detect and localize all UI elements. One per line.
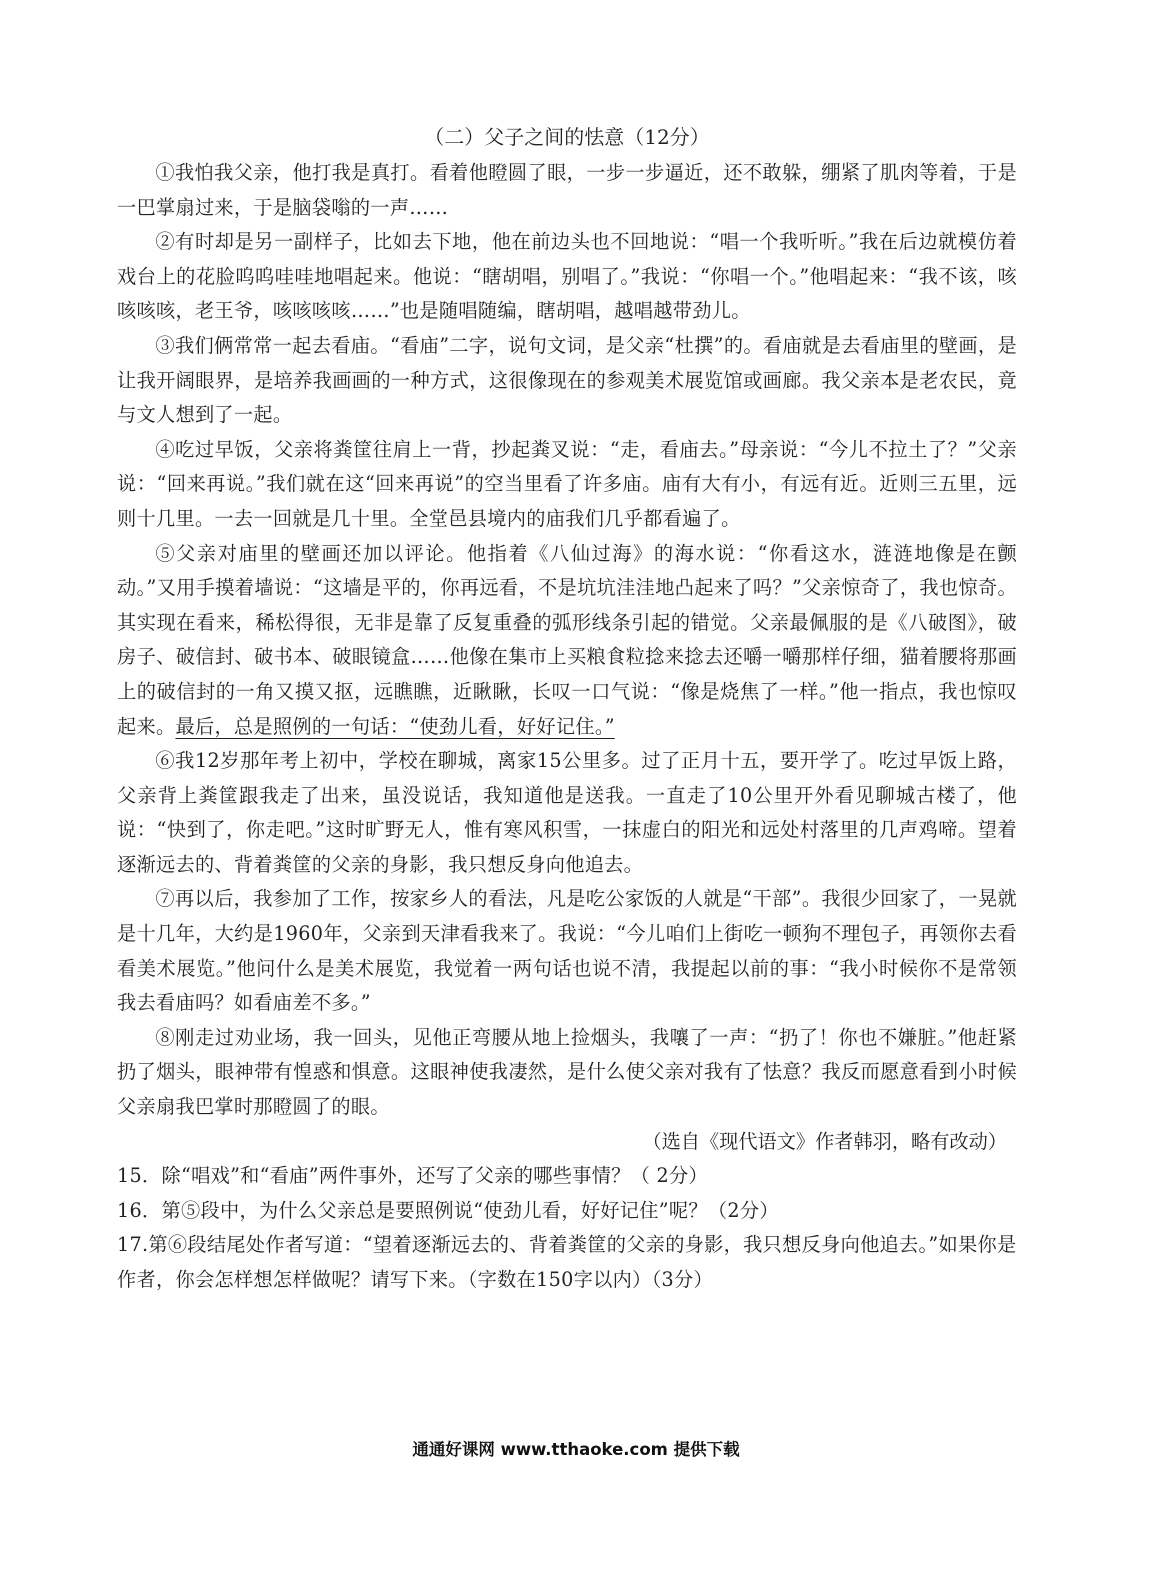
- underlined-sentence: 最后，总是照例的一句话：“使劲儿看，好好记住。”: [175, 714, 615, 738]
- paragraph-1: ①我怕我父亲，他打我是真打。看着他瞪圆了眼，一步一步逼近，还不敢躲，绷紧了肌肉等着，于是一巴掌扇过来，于是脑袋嗡的一声……: [117, 161, 1017, 219]
- question-17: 17.第⑥段结尾处作者写道：“望着逐渐远去的、背着粪筐的父亲的身影，我只想反身向他追去。”如果你是作者，你会怎样想怎样做呢？请写下来。（字数在150字以内）（3分）: [117, 1233, 1017, 1291]
- paragraph-6: ⑥我12岁那年考上初中，学校在聊城，离家15公里多。过了正月十五，要开学了。吃过早饭上路，父亲背上粪筐跟我走了出来，虽没说话，我知道他是送我。一直走了10公里开外看见聊城古楼了，他说：“快到了，你走吧。”这时旷野无人，惟有寒风积雪，一抹虚白的阳光和远处村落里的几声鸡啼。望着逐渐远去的、背着粪筐的父亲的身影，我只想反身向他追去。: [117, 749, 1017, 876]
- source-citation: （选自《现代语文》作者韩羽，略有改动）: [642, 1129, 1007, 1153]
- article: [117, 120, 1017, 1298]
- question-15: 15．除“唱戏”和“看庙”两件事外，还写了父亲的哪些事情？（ 2分）: [117, 1164, 709, 1188]
- paragraph-5: [117, 537, 1017, 745]
- footer-credit: 通通好课网 www.tthaoke.com 提供下载: [412, 1440, 740, 1459]
- paragraph-2: ②有时却是另一副样子，比如去下地，他在前边头也不回地说：“唱一个我听听。”我在后边就模仿着戏台上的花脸呜呜哇哇地唱起来。他说：“瞎胡唱，别唱了。”我说：“你唱一个。”他唱起来：“我不该，咳咳咳咳，老王爷，咳咳咳咳……”也是随唱随编，瞎胡唱，越唱越带劲儿。: [117, 230, 1017, 323]
- article-title: （二）父子之间的怯意（12分）: [424, 125, 710, 149]
- paragraph-4: ④吃过早饭，父亲将粪筐往肩上一背，抄起粪叉说：“走，看庙去。”母亲说：“今儿不拉土了？”父亲说：“回来再说。”我们就在这“回来再说”的空当里看了许多庙。庙有大有小，有远有近。近则三五里，远则十几里。一去一回就是几十里。全堂邑县境内的庙我们几乎都看遍了。: [117, 437, 1017, 530]
- paragraph-3: ③我们俩常常一起去看庙。“看庙”二字，说句文词，是父亲“杜撰”的。看庙就是去看庙里的壁画，是让我开阔眼界，是培养我画画的一种方式，这很像现在的参观美术展览馆或画廊。我父亲本是老农民，竟与文人想到了一起。: [117, 333, 1017, 427]
- paragraph-8: ⑧刚走过劝业场，我一回头，见他正弯腰从地上捡烟头，我嚷了一声：“扔了！你也不嫌脏。”他赶紧扔了烟头，眼神带有惶惑和惧意。这眼神使我凄然，是什么使父亲对我有了怯意？我反而愿意看到小时候父亲扇我巴掌时那瞪圆了的眼。: [117, 1025, 1017, 1119]
- paragraph-7: ⑦再以后，我参加了工作，按家乡人的看法，凡是吃公家饭的人就是“干部”。我很少回家了，一晃就是十几年，大约是1960年，父亲到天津看我来了。我说：“今儿咱们上街吃一顿狗不理包子，再领你去看看美术展览。”他问什么是美术展览，我觉着一两句话也说不清，我提起以前的事：“我小时候你不是常领我去看庙吗？如看庙差不多。”: [117, 887, 1017, 1015]
- question-16: 16．第⑤段中，为什么父亲总是要照例说“使劲儿看，好好记住”呢？（2分）: [117, 1198, 779, 1222]
- paragraph-5-main: ⑤父亲对庙里的壁画还加以评论。他指着《八仙过海》的海水说：“你看这水，涟涟地像是在颤动。”又用手摸着墙说：“这墙是平的，你再远看，不是坑坑洼洼地凸起来了吗？”父亲惊奇了，我也惊奇。其实现在看来，稀松得很，无非是靠了反复重叠的弧形线条引起的错觉。父亲最佩服的是《八破图》，破房子、破信封、破书本、破眼镜盒……他像在集市上买粮食粒捻来捻去还嚼一嚼那样仔细，猫着腰将那画上的破信封的一角又摸又抠，远瞧瞧，近瞅瞅，长叹一口气说：“像是烧焦了一样。”他一指点，我也惊叹起来。: [117, 541, 1017, 738]
